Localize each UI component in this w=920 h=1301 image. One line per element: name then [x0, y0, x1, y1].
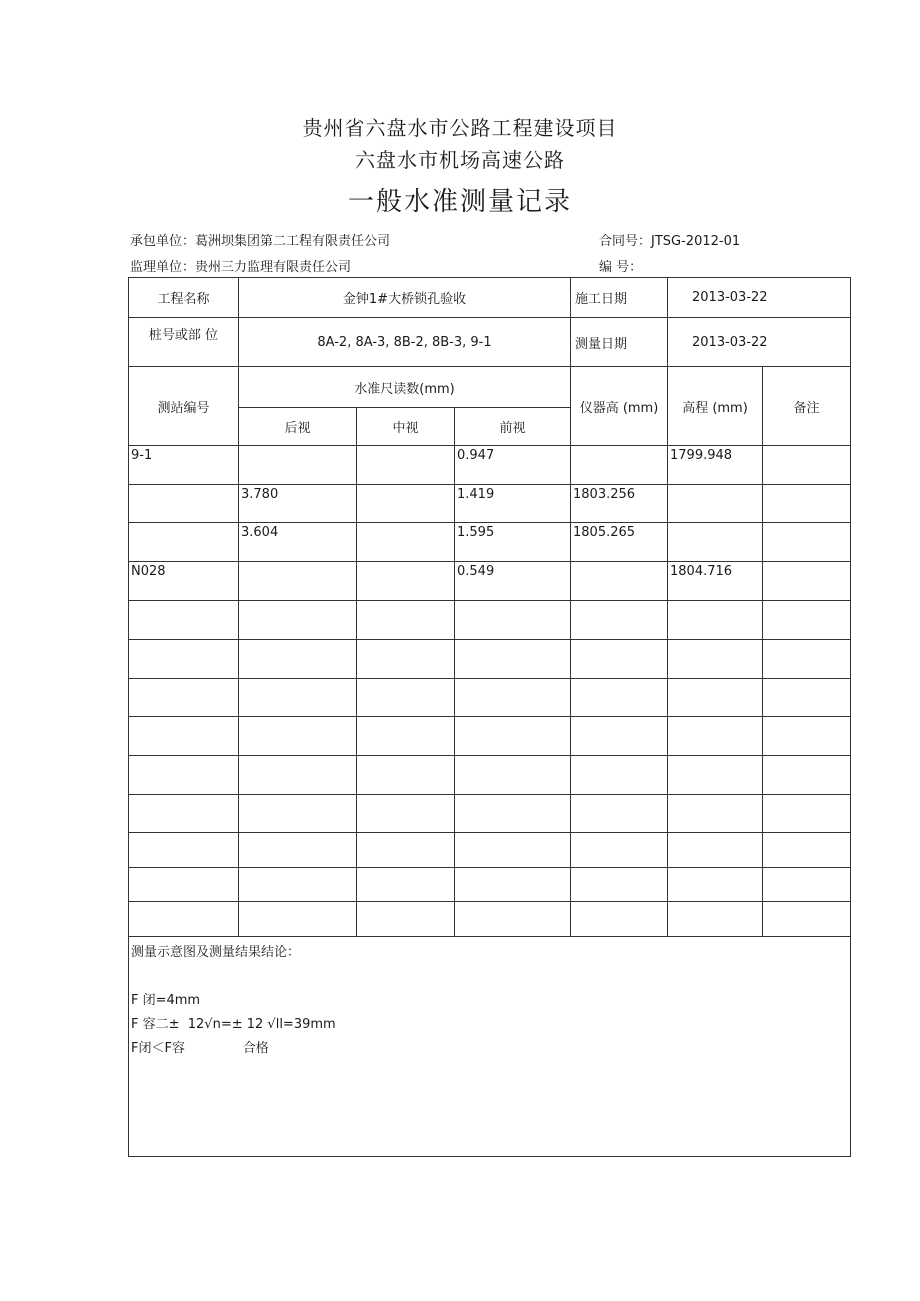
conclusion-row [129, 937, 851, 1157]
rod-reading-header: 水准尺读数(mm) [239, 367, 571, 408]
foresight-header: 前视 [455, 408, 571, 446]
empty-row [129, 833, 851, 868]
column-header-row [129, 367, 851, 408]
cell-remarks [763, 523, 851, 562]
result-verdict: F闭＜F容 合格 [131, 1041, 269, 1056]
cell-intermediate [357, 562, 455, 601]
backsight-header: 后视 [239, 408, 357, 446]
cell-station: N028 [129, 562, 239, 601]
contract-number: 合同号：JTSG-2012-01 [599, 234, 741, 249]
measurement-date-value: 2013-03-22 [668, 318, 851, 367]
cell-instrument-height: 1803.256 [571, 485, 668, 523]
road-title: 六盘水市机场高速公路 [355, 148, 565, 172]
cell-elevation: 1804.716 [668, 562, 763, 601]
empty-row [129, 868, 851, 902]
cell-station: 9-1 [129, 446, 239, 485]
measurement-date-label: 测量日期 [571, 318, 668, 367]
empty-row [129, 679, 851, 717]
table-row [129, 523, 851, 562]
project-row [129, 278, 851, 318]
serial-number: 编 号： [599, 260, 643, 275]
cell-elevation [668, 523, 763, 562]
elevation-header: 高程 (mm) [668, 367, 763, 446]
cell-backsight [239, 446, 357, 485]
cell-backsight: 3.604 [239, 523, 357, 562]
instrument-height-header: 仪器高 (mm) [571, 367, 668, 446]
allowable-error: F 容二± 12√n=± 12 √ll=39mm [131, 1017, 336, 1032]
cell-intermediate [357, 523, 455, 562]
cell-foresight: 1.595 [455, 523, 571, 562]
project-title: 贵州省六盘水市公路工程建设项目 [302, 116, 618, 140]
station-value: 8A-2, 8A-3, 8B-2, 8B-3, 9-1 [239, 318, 571, 367]
cell-instrument-height: 1805.265 [571, 523, 668, 562]
cell-station [129, 523, 239, 562]
conclusion-cell [129, 937, 851, 1157]
cell-backsight: 3.780 [239, 485, 357, 523]
table-row [129, 485, 851, 523]
empty-row [129, 795, 851, 833]
construction-date-label: 施工日期 [571, 278, 668, 318]
leveling-record-table [128, 277, 851, 1157]
empty-row [129, 640, 851, 679]
station-row [129, 318, 851, 367]
cell-elevation: 1799.948 [668, 446, 763, 485]
cell-instrument-height [571, 562, 668, 601]
cell-foresight: 0.549 [455, 562, 571, 601]
project-name-value: 金钟1#大桥锁孔验收 [239, 278, 571, 318]
remarks-header: 备注 [763, 367, 851, 446]
cell-remarks [763, 446, 851, 485]
cell-remarks [763, 562, 851, 601]
table-row [129, 446, 851, 485]
project-name-label: 工程名称 [129, 278, 239, 318]
station-no-header: 测站编号 [129, 367, 239, 446]
empty-row [129, 601, 851, 640]
empty-row [129, 717, 851, 756]
cell-backsight [239, 562, 357, 601]
supervisor-unit: 监理单位：贵州三力监理有限责任公司 [130, 260, 352, 275]
cell-station [129, 485, 239, 523]
conclusion-heading: 测量示意图及测量结果结论： [131, 945, 301, 960]
table-row [129, 562, 851, 601]
cell-intermediate [357, 485, 455, 523]
cell-elevation [668, 485, 763, 523]
empty-row [129, 756, 851, 795]
closure-error: F 闭=4mm [131, 993, 201, 1008]
contractor-unit: 承包单位：葛洲坝集团第二工程有限责任公司 [130, 234, 391, 249]
cell-foresight: 0.947 [455, 446, 571, 485]
empty-row [129, 902, 851, 937]
cell-remarks [763, 485, 851, 523]
intermediate-header: 中视 [357, 408, 455, 446]
record-title: 一般水准测量记录 [347, 187, 572, 217]
cell-intermediate [357, 446, 455, 485]
cell-foresight: 1.419 [455, 485, 571, 523]
cell-instrument-height [571, 446, 668, 485]
construction-date-value: 2013-03-22 [668, 278, 851, 318]
station-label: 桩号或部 位 [129, 318, 239, 367]
